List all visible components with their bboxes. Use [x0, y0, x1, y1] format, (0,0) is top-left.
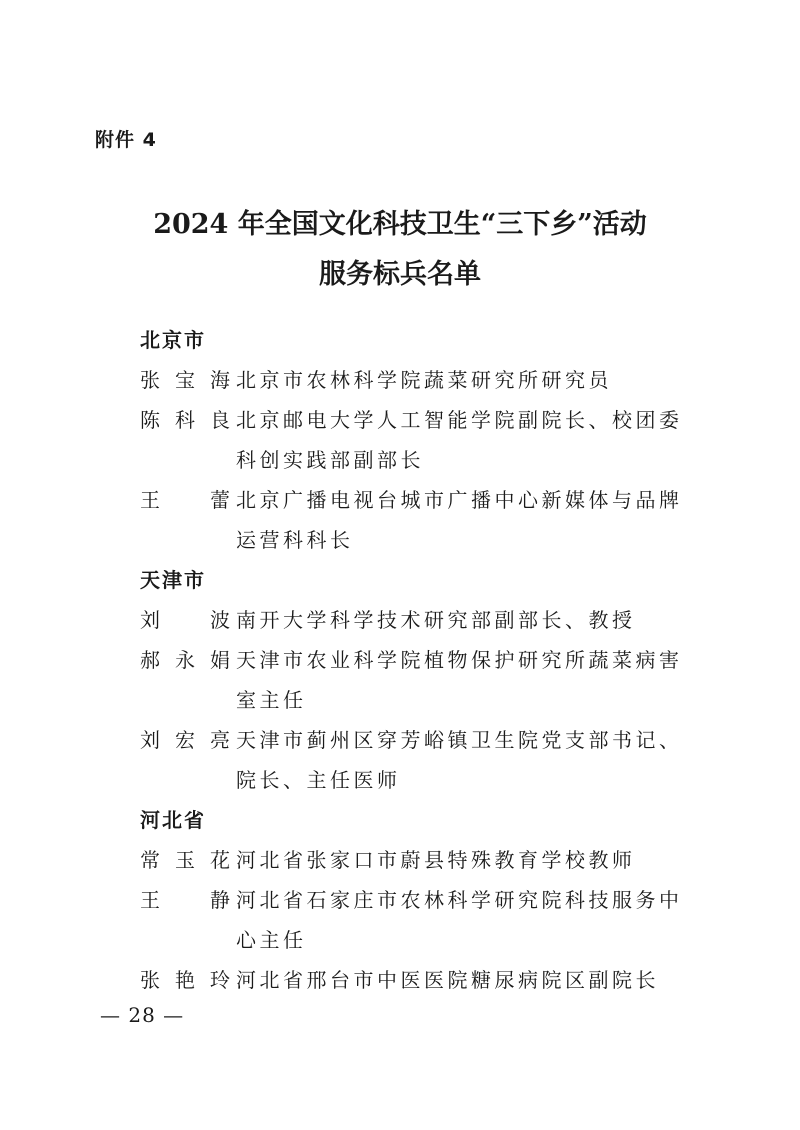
person-description: 北京邮电大学人工智能学院副院长、校团委科创实践部副部长 [236, 408, 683, 472]
region-heading: 天津市 [140, 568, 206, 592]
person-description: 北京广播电视台城市广播中心新媒体与品牌运营科科长 [236, 488, 683, 552]
list-item [140, 400, 700, 480]
person-name: 陈科良 [140, 408, 232, 432]
person-name: 王 静 [140, 888, 232, 912]
person-description: 河北省张家口市蔚县特殊教育学校教师 [236, 848, 636, 872]
list-item [140, 360, 700, 400]
honoree-list [140, 320, 700, 1000]
person-name: 张艳玲 [140, 968, 232, 992]
person-name: 郝永娟 [140, 648, 232, 672]
list-item [140, 480, 700, 560]
list-item [140, 720, 700, 800]
person-name: 刘宏亮 [140, 728, 232, 752]
region-heading: 北京市 [140, 328, 206, 352]
attachment-label: 附件 4 [95, 129, 157, 151]
page-number: — 28 — [100, 1003, 185, 1027]
person-name: 张宝海 [140, 368, 232, 392]
title-line-1: 2024 年全国文化科技卫生“三下乡”活动 [153, 209, 647, 240]
person-description: 天津市蓟州区穿芳峪镇卫生院党支部书记、院长、主任医师 [236, 728, 683, 792]
person-name: 刘 波 [140, 608, 232, 632]
document-title [0, 200, 800, 300]
person-name: 王 蕾 [140, 488, 232, 512]
person-description: 北京市农林科学院蔬菜研究所研究员 [236, 368, 612, 392]
list-item [140, 880, 700, 960]
person-description: 河北省邢台市中医医院糖尿病院区副院长 [236, 968, 659, 992]
person-description: 天津市农业科学院植物保护研究所蔬菜病害室主任 [236, 648, 683, 712]
list-item [140, 960, 700, 1000]
person-description: 河北省石家庄市农林科学研究院科技服务中心主任 [236, 888, 683, 952]
list-item [140, 600, 700, 640]
region-heading: 河北省 [140, 808, 206, 832]
title-line-2: 服务标兵名单 [319, 259, 481, 290]
person-name: 常玉花 [140, 848, 232, 872]
person-description: 南开大学科学技术研究部副部长、教授 [236, 608, 636, 632]
list-item [140, 840, 700, 880]
list-item [140, 640, 700, 720]
